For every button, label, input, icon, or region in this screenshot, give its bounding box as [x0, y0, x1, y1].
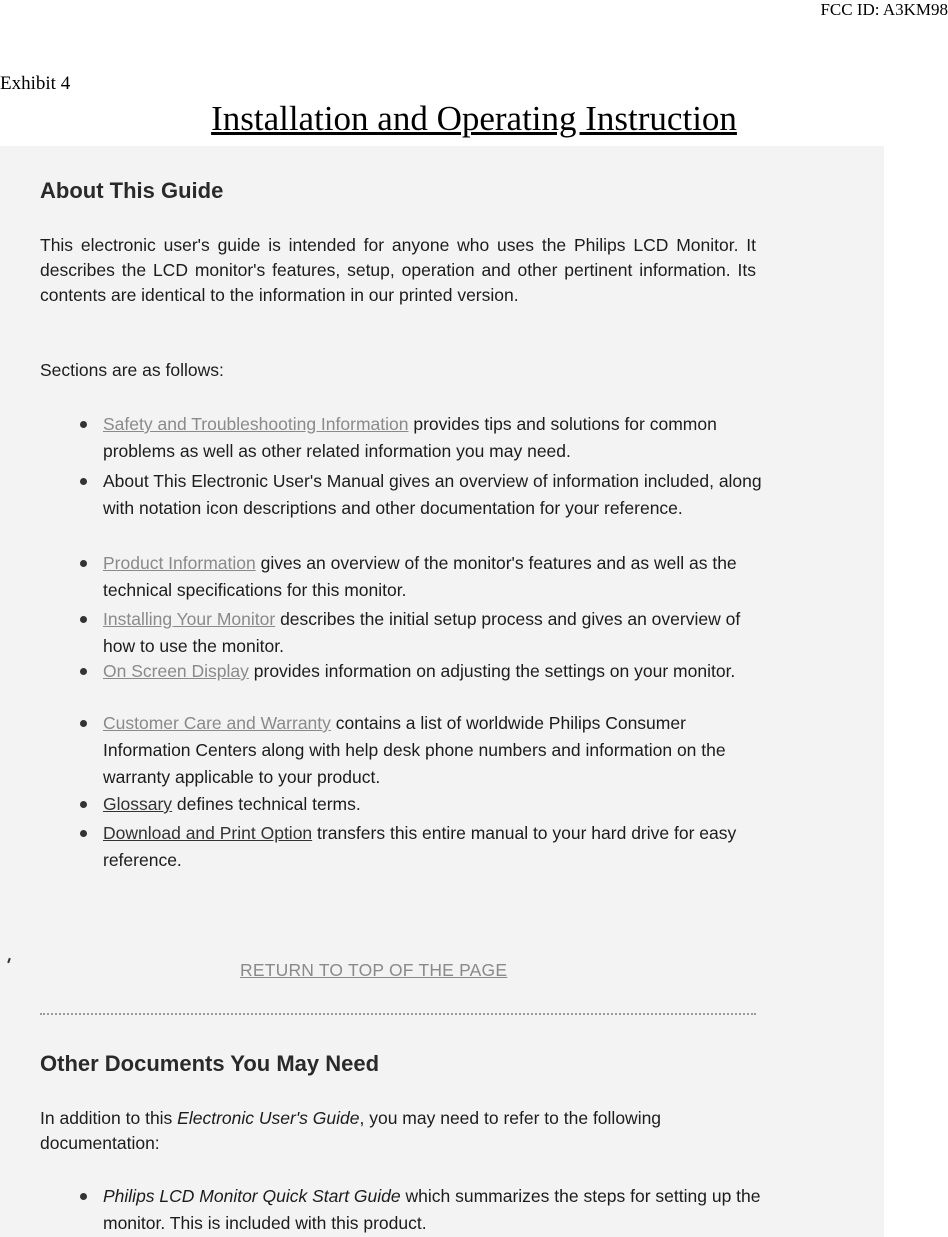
link-installing[interactable]: Installing Your Monitor: [103, 609, 276, 629]
other-intro-post: , you may need to refer to the following documentation:: [40, 1108, 662, 1153]
list-item-text: About This Electronic User's Manual gives an overview of information included, along with notation icon descriptions and other documentation for your reference.: [103, 471, 762, 518]
quick-start-guide-title: Philips LCD Monitor Quick Start Guide: [103, 1186, 401, 1206]
link-glossary[interactable]: Glossary: [103, 794, 173, 814]
list-item-text: defines technical terms.: [172, 794, 361, 814]
list-item: [103, 468, 763, 522]
other-intro-em: Electronic User's Guide: [177, 1108, 360, 1128]
list-item: [103, 1183, 763, 1237]
other-documents-heading: Other Documents You May Need: [40, 1051, 380, 1076]
list-item-text: gives an overview of the monitor's features and as well as the technical specifications for this monitor.: [103, 553, 737, 600]
list-item: [103, 658, 763, 685]
list-item-text: describes the initial setup process and gives an overview of how to use the monitor.: [103, 609, 741, 656]
exhibit-label: Exhibit 4: [0, 73, 71, 94]
divider: [40, 1013, 756, 1015]
link-safety[interactable]: Safety and Troubleshooting Information: [103, 414, 409, 434]
link-customer-care[interactable]: Customer Care and Warranty: [103, 713, 331, 733]
link-download-print[interactable]: Download and Print Option: [103, 823, 313, 843]
scan-speck: [7, 958, 11, 963]
list-item: [103, 710, 763, 791]
other-intro-pre: In addition to this: [40, 1108, 178, 1128]
list-item: [103, 791, 763, 818]
list-item-text: provides tips and solutions for common problems as well as other related information you may need.: [103, 414, 717, 461]
list-item-text: contains a list of worldwide Philips Consumer Information Centers along with help desk phone numbers and information on the warranty applicable to your product.: [103, 713, 726, 787]
about-heading: About This Guide: [40, 178, 224, 203]
return-to-top-link[interactable]: RETURN TO TOP OF THE PAGE: [240, 960, 508, 980]
link-on-screen-display[interactable]: On Screen Display: [103, 661, 249, 681]
other-intro: [40, 1106, 756, 1156]
scanned-page: [0, 146, 884, 1237]
list-item: [103, 820, 763, 874]
list-item: [103, 550, 763, 604]
list-item-text: which summarizes the steps for setting up the monitor. This is included with this product.: [103, 1186, 761, 1233]
list-item-text: provides information on adjusting the settings on your monitor.: [248, 661, 736, 681]
list-item-text: transfers this entire manual to your hard drive for easy reference.: [103, 823, 737, 870]
fcc-id: FCC ID: A3KM98: [820, 0, 948, 19]
about-intro: This electronic user's guide is intended for anyone who uses the Philips LCD Monitor. It describes the LCD monitor's features, setup, operation and other pertinent information. Its contents are identical to the information in our printed version.: [40, 235, 756, 305]
list-item: [103, 411, 763, 465]
sections-label: Sections are as follows:: [40, 360, 224, 380]
list-item: [103, 606, 763, 660]
link-product-information[interactable]: Product Information: [103, 553, 256, 573]
document-title: Installation and Operating Instruction: [211, 99, 737, 138]
